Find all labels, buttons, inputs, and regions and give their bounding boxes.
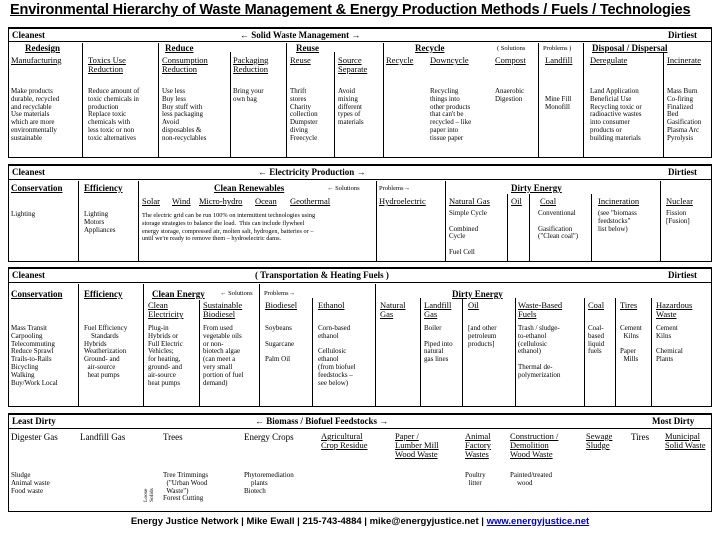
bio-energy-crops: Energy Crops [244,432,294,442]
tr-text-oil: [and other petroleum products] [468,324,497,348]
el-problems: Problems→ [379,185,411,192]
footer-name: Mike Ewall [246,516,295,527]
bio-loose-solids-label: Loose Solids [143,488,155,502]
footer-org: Energy Justice Network [130,516,239,527]
sw-consumption: Consumption Reduction [162,55,208,74]
el-geothermal: Geothermal [290,196,331,206]
tr-sust-biodiesel: Sustainable Biodiesel [203,300,243,319]
bio-municipal: Municipal Solid Waste [665,431,706,450]
tr-waste-fuels: Waste-Based Fuels [518,300,563,319]
bio-text-trees: Tree Trimmings ("Urban Wood Waste") Forest Cutting [163,471,209,503]
tr-text-conservation: Mass Transit Carpooling Telecommuting Reduce Sprawl Trails-to-Rails Bicycling Walking Buy/Work Local [11,324,58,387]
el-text-coal: Conventional Gasification ("Clean coal") [538,209,579,241]
tr-conservation: Conservation [11,289,63,299]
bio-landfill-gas: Landfill Gas [80,432,126,442]
sw-packaging: Packaging Reduction [233,55,269,74]
el-incineration: Incineration [598,196,640,206]
el-solutions: ← Solutions [327,185,360,192]
el-text-gas: Simple Cycle Combined Cycle Fuel Cell [449,209,487,256]
tr-natural-gas: Natural Gas [380,300,406,319]
sw-cleanest: Cleanest [12,30,45,40]
el-text-renewables: The electric grid can be run 100% on intermittent technologies using storage strategies to balance the load. This can include flywheel energy storage, compressed air, molten salt, hydrogen, batteries or – until we're ready to remove them – hydroelectric dams. [142,212,316,243]
el-solar: Solar [142,196,160,206]
tr-clean-electricity: Clean Electricity [148,300,184,319]
bio-trees: Trees [163,432,183,442]
sw-text-source: Avoid mixing different types of materials [338,87,364,127]
bio-animal: Animal Factory Wastes [465,431,491,459]
bio-sewage: Sewage Sludge [586,431,613,450]
sw-source-separate: Source Separate [338,55,368,74]
sw-text-consumption: Use less Buy less Buy stuff with less packaging Avoid disposables & non-recyclables [162,87,207,142]
footer-email[interactable]: mike@energyjustice.net [369,516,479,527]
el-efficiency: Efficiency [84,183,123,193]
sw-recycle-col: Recycle [386,55,414,65]
el-natural-gas: Natural Gas [449,196,490,206]
footer-phone: 215-743-4884 [302,516,362,527]
sw-text-incinerate: Mass Burn Co-firing Finalized Bed Gasification Plasma Arc Pyrolysis [667,87,702,142]
tr-text-tires: Cement Kilns Paper Mills [620,324,642,364]
bio-text-animal: Poultry litter [465,471,486,487]
el-dirty: Dirty Energy [511,183,562,193]
page-title: Environmental Hierarchy of Waste Management & Energy Production Methods / Fuels / Technologies [10,2,691,18]
tr-cleanest: Cleanest [12,270,45,280]
bio-text-crops: Phytoremediation plants Biotech [244,471,294,495]
bio-text-digester: Sludge Animal waste Food waste [11,471,50,495]
el-dirtiest: Dirtiest [668,167,697,177]
sw-text-manufacturing: Make products durable, recycled and recyclable Use materials which are more environmentally sustainable [11,87,60,142]
bio-tires: Tires [631,432,650,442]
sw-redesign: Redesign [25,43,61,53]
bio-text-construction: Painted/treated wood [510,471,552,487]
el-text-nuclear: Fission [Fusion] [666,209,690,225]
tr-text-landfill: Boiler Piped into natural gas lines [424,324,453,364]
tr-section-title: ( Transportation & Heating Fuels ) [255,270,389,280]
sw-toxics: Toxics Use Reduction [88,55,126,74]
tr-oil: Oil [468,300,479,310]
tr-problems: Problems→ [264,290,296,297]
sw-compost: Compost [495,55,526,65]
bio-construction: Construction / Demolition Wood Waste [510,431,559,459]
tr-efficiency: Efficiency [84,289,123,299]
el-nuclear: Nuclear [666,196,693,206]
tr-solutions: ← Solutions [220,290,253,297]
tr-text-ethanol: Corn-based ethanol Cellulosic ethanol (from biofuel feedstocks – see below) [318,324,356,387]
sw-text-landfill: Land Application Beneficial Use Recycling toxic or radioactive wastes into consumer products or building materials [590,87,642,142]
sw-section-title: ← Solid Waste Management → [240,30,361,40]
el-text-incineration: (see "biomass feedstocks" list below) [598,209,637,233]
sw-dirtiest: Dirtiest [668,30,697,40]
el-conservation: Conservation [11,183,63,193]
tr-biodiesel: Biodiesel [265,300,298,310]
bio-digester: Digester Gas [11,432,58,442]
tr-text-coal: Coal- based liquid fuels [588,324,605,356]
tr-ethanol: Ethanol [318,300,345,310]
tr-text-clean-elec: Plug-in Hybrids or Full Electric Vehicles; for heating, ground- and air-source heat pumps [148,324,183,387]
bio-ag-residue: Agricultural Crop Residue [321,431,368,450]
tr-coal: Coal [588,300,605,310]
sw-landfill: Landfill [545,55,573,65]
sw-recycle: Recycle [415,43,445,53]
sw-text-reuse: Thrift stores Charity collection Dumpster diving Freecycle [290,87,318,142]
el-wind: Wind [172,196,191,206]
el-text-efficiency: Lighting Motors Appliances [84,210,116,234]
el-microhydro: Micro-hydro [199,196,243,206]
el-section-title: ← Electricity Production → [258,167,366,177]
tr-landfill-gas: Landfill Gas [424,300,452,319]
el-ocean: Ocean [255,196,277,206]
sw-deregulate: Deregulate [590,55,628,65]
el-cleanest: Cleanest [12,167,45,177]
bio-section-title: ← Biomass / Biofuel Feedstocks → [255,416,389,426]
bio-loose-solids [143,474,153,504]
sw-reduce: Reduce [165,43,194,53]
sw-text-toxics: Reduce amount of toxic chemicals in production Replace toxic chemicals with less toxic or non toxic alternatives [88,87,140,142]
tr-text-efficiency: Fuel Efficiency Standards Hybrids Weatherization Ground- and air-source heat pumps [84,324,128,379]
tr-clean-energy: Clean Energy [152,289,205,299]
el-coal: Coal [540,196,557,206]
sw-text-packaging: Bring your own bag [233,87,264,103]
sw-reuse-col: Reuse [290,55,311,65]
sw-downcycle: Downcycle [430,55,469,65]
bio-least-dirty: Least Dirty [12,416,56,426]
tr-text-biodiesel: Soybeans Sugarcane Palm Oil [265,324,295,364]
el-hydroelectric: Hydroelectric [379,196,426,206]
sw-text-compost: Anaerobic Digestion [495,87,525,103]
bio-paper-mill: Paper / Lumber Mill Wood Waste [395,431,439,459]
sw-text-landfill2: Mine Fill Monofill [545,95,572,111]
tr-tires: Tires [620,300,638,310]
tr-text-waste: Trash / sludge- to-ethanol (cellulosic ethanol) Thermal de- polymerization [518,324,561,379]
sw-problems: Problems ) [543,45,572,52]
el-renewables: Clean Renewables [214,183,285,193]
tr-text-sust-bio: From used vegetable oils or non- biotech algae (can meet a very small portion of fuel demand) [203,324,244,387]
el-text-conservation: Lighting [11,210,36,218]
sw-solutions: ( Solutions [497,45,526,52]
tr-hazardous: Hazardous Waste [656,300,693,319]
bio-most-dirty: Most Dirty [652,416,695,426]
sw-reuse: Reuse [296,43,319,53]
el-oil: Oil [511,196,522,206]
tr-text-hazardous: Cement Kilns Chemical Plants [656,324,683,364]
sw-text-downcycle: Recycling things into other products that can't be recycled – like paper into tissue paper [430,87,472,142]
footer: Energy Justice Network | Mike Ewall | 215-743-4884 | mike@energyjustice.net | www.energyjustice.net [130,516,590,527]
footer-website-link[interactable]: www.energyjustice.net [486,516,590,527]
sw-manufacturing: Manufacturing [11,55,62,65]
tr-dirtiest: Dirtiest [668,270,697,280]
sw-disposal: Disposal / Dispersal [592,43,668,53]
sw-incinerate: Incinerate [667,55,701,65]
tr-dirty: Dirty Energy [452,289,503,299]
